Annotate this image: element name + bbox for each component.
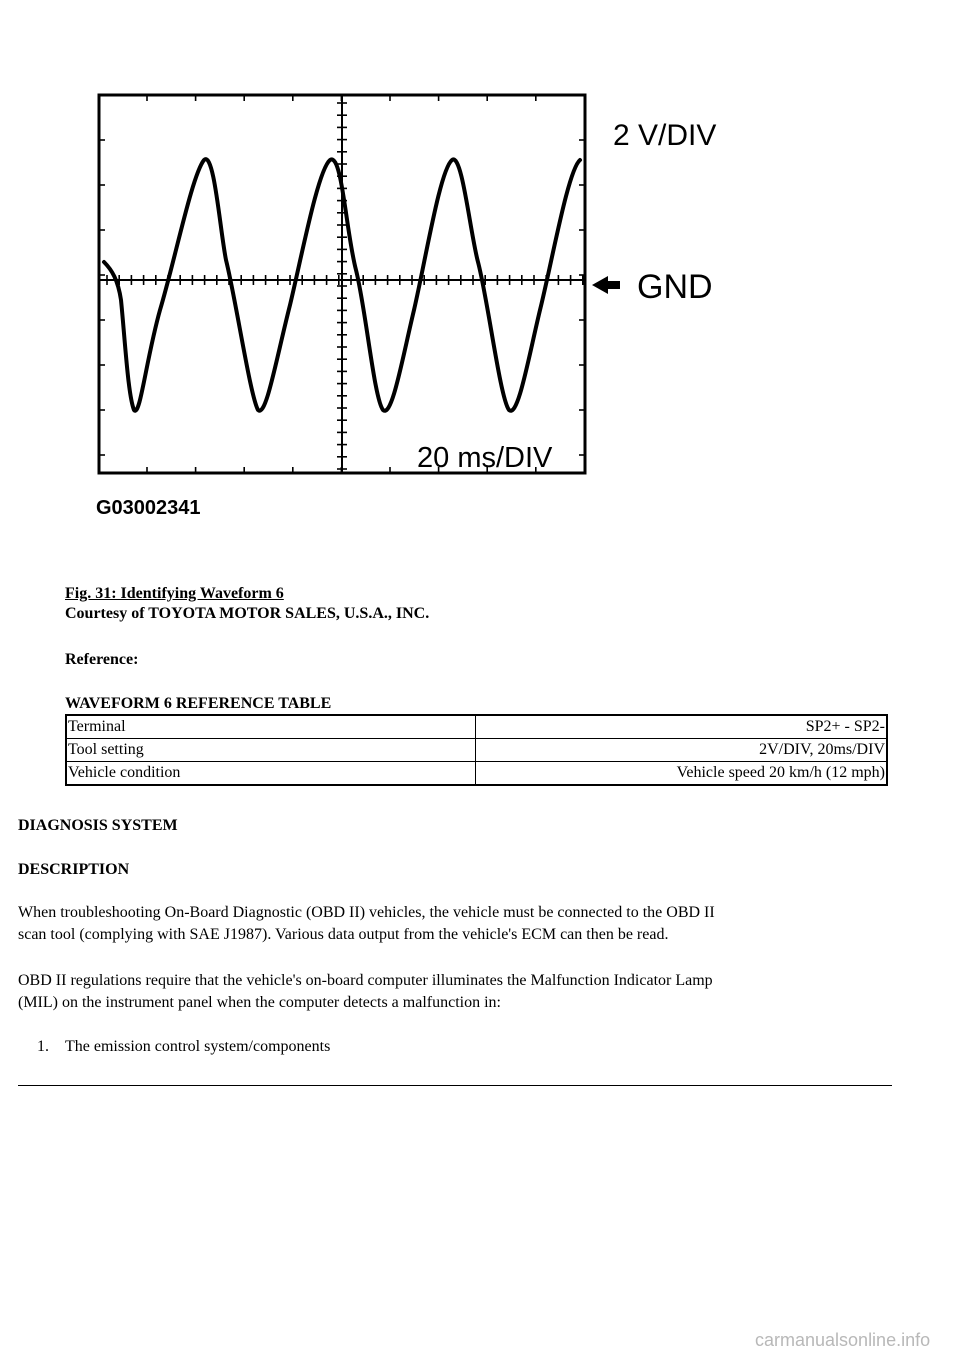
list-item-text: The emission control system/components xyxy=(65,1038,331,1055)
reference-label: Reference: xyxy=(65,651,139,668)
figure-courtesy: Courtesy of TOYOTA MOTOR SALES, U.S.A., INC. xyxy=(65,605,430,622)
paragraph-obd-connection xyxy=(18,902,715,946)
figure-caption xyxy=(65,584,429,624)
table-row xyxy=(66,762,887,786)
figure-code: G03002341 xyxy=(96,497,201,519)
time-per-div-label: 20 ms/DIV xyxy=(417,442,553,474)
list-item-number: 1. xyxy=(37,1038,49,1055)
table-cell-value: 2V/DIV, 20ms/DIV xyxy=(476,739,888,762)
table-cell-value: SP2+ - SP2- xyxy=(476,715,888,739)
waveform-figure xyxy=(0,0,960,560)
paragraph-line: scan tool (complying with SAE J1987). Various data output from the vehicle's ECM can then be read. xyxy=(18,926,669,943)
paragraph-line: OBD II regulations require that the vehicle's on-board computer illuminates the Malfunction Indicator Lamp xyxy=(18,972,713,989)
table-row xyxy=(66,715,887,739)
table-title: WAVEFORM 6 REFERENCE TABLE xyxy=(65,695,332,712)
waveform-reference-table xyxy=(65,714,888,786)
table-cell-label: Tool setting xyxy=(66,739,476,762)
table-cell-value: Vehicle speed 20 km/h (12 mph) xyxy=(476,762,888,786)
table-cell-label: Vehicle condition xyxy=(66,762,476,786)
paragraph-obd-regulations xyxy=(18,970,713,1014)
figure-title-link[interactable]: Fig. 31: Identifying Waveform 6 xyxy=(65,585,284,602)
table-cell-label: Terminal xyxy=(66,715,476,739)
volts-per-div-label: 2 V/DIV xyxy=(613,119,717,152)
list-item xyxy=(37,1036,331,1058)
footer-watermark: carmanualsonline.info xyxy=(755,1330,931,1350)
page-divider xyxy=(18,1085,892,1086)
section-heading-description: DESCRIPTION xyxy=(18,861,130,878)
paragraph-line: When troubleshooting On-Board Diagnostic (OBD II) vehicles, the vehicle must be connected to the OBD II xyxy=(18,904,715,921)
gnd-label: GND xyxy=(637,268,713,306)
gnd-arrow-icon xyxy=(592,276,620,294)
table-row xyxy=(66,739,887,762)
section-heading-diagnosis-system: DIAGNOSIS SYSTEM xyxy=(18,817,178,834)
paragraph-line: (MIL) on the instrument panel when the computer detects a malfunction in: xyxy=(18,994,501,1011)
